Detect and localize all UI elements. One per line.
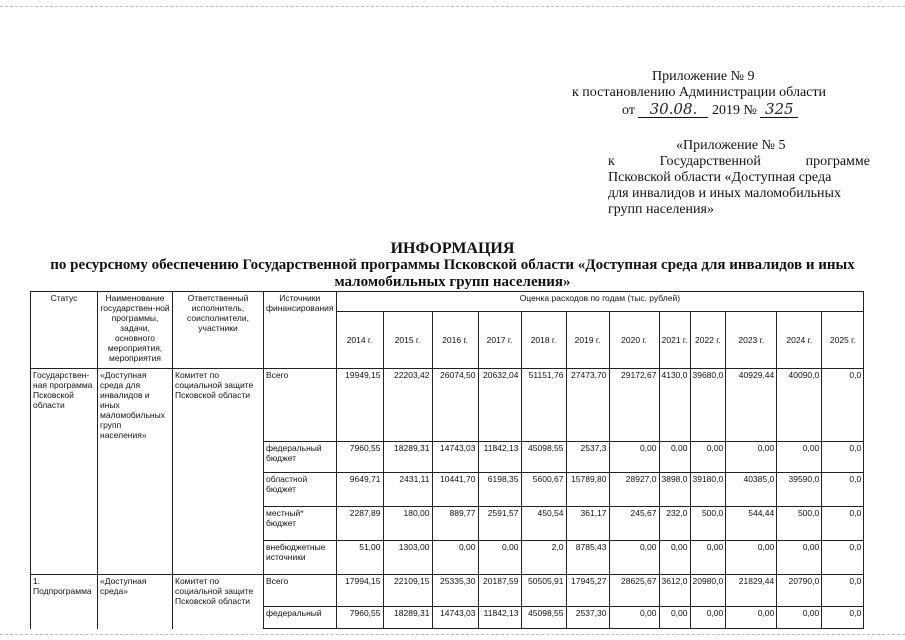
responsible-cell-empty [173, 441, 264, 472]
value-cell: 0,0 [822, 506, 864, 540]
responsible-cell-empty [173, 506, 264, 540]
value-cell: 2287,89 [336, 506, 383, 540]
table-row [31, 574, 864, 607]
value-cell: 0,00 [659, 441, 690, 472]
value-cell: 0,0 [822, 472, 864, 506]
value-cell: 11842,13 [478, 441, 521, 472]
value-cell: 40090,0 [777, 369, 822, 442]
value-cell: 232,0 [659, 506, 690, 540]
value-cell: 45098,55 [521, 607, 566, 629]
source-cell: федеральный [264, 607, 337, 629]
value-cell: 6198,35 [478, 472, 521, 506]
table-row [31, 441, 864, 472]
appendix-5-line3: для инвалидов и иных маломобильных [608, 186, 841, 201]
value-cell: 0,00 [690, 607, 726, 629]
value-cell: 39180,0 [690, 472, 726, 506]
value-cell: 0,00 [432, 540, 478, 574]
status-cell-empty [31, 441, 98, 472]
document-subheading-1: по ресурсному обеспечению Государственной программы Псковской области «Доступная среда для инвалидов и иных [50, 257, 855, 273]
status-cell-empty [31, 540, 98, 574]
value-cell: 4130,0 [659, 369, 690, 442]
appendix-5-line2: Псковской области «Доступная среда [608, 170, 832, 185]
value-cell: 7960,55 [336, 607, 383, 629]
value-cell: 15789,80 [566, 472, 609, 506]
appendix-5-word-program: программе [805, 154, 870, 169]
name-cell-empty [98, 540, 173, 574]
appendix-5-line4: групп населения» [608, 202, 714, 217]
name-cell-empty [98, 441, 173, 472]
appendix-9-decree-line: к постановлению Администрации области [572, 85, 826, 100]
header-estimate: Оценка расходов по годам (тыс. рублей) [336, 292, 864, 312]
value-cell: 27473,70 [566, 369, 609, 442]
appendix-9-title: Приложение № 9 [652, 69, 755, 84]
value-cell: 8785,43 [566, 540, 609, 574]
document-heading: ИНФОРМАЦИЯ [390, 240, 515, 257]
from-label: от [622, 103, 635, 118]
value-cell: 45098,55 [521, 441, 566, 472]
value-cell: 20980,0 [690, 574, 726, 607]
handwritten-number: 325 [760, 101, 798, 118]
value-cell: 245,67 [609, 506, 659, 540]
responsible-cell-empty [173, 540, 264, 574]
scan-edge-top [0, 6, 905, 8]
year-label: 2019 № [711, 103, 757, 118]
responsible-cell-empty [173, 472, 264, 506]
table-row [31, 607, 864, 629]
appendix-5-line1 [608, 154, 870, 170]
header-responsible: Ответственный исполнитель, соисполнители, участники [173, 292, 264, 369]
value-cell: 39590,0 [777, 472, 822, 506]
year-header: 2021 г. [659, 312, 690, 369]
year-header: 2025 г. [822, 312, 864, 369]
value-cell: 14743,03 [432, 441, 478, 472]
source-cell: Всего [264, 574, 337, 607]
value-cell: 51151,76 [521, 369, 566, 442]
value-cell: 0,00 [726, 607, 777, 629]
year-header: 2016 г. [432, 312, 478, 369]
value-cell: 18289,31 [383, 441, 432, 472]
resource-table [30, 291, 864, 629]
value-cell: 2431,11 [383, 472, 432, 506]
year-header: 2014 г. [336, 312, 383, 369]
table-row [31, 472, 864, 506]
year-header: 2020 г. [609, 312, 659, 369]
value-cell: 0,00 [690, 540, 726, 574]
value-cell: 7960,55 [336, 441, 383, 472]
value-cell: 2,0 [521, 540, 566, 574]
responsible-cell-empty [173, 607, 264, 629]
value-cell: 2537,3 [566, 441, 609, 472]
name-cell-empty [98, 472, 173, 506]
value-cell: 22109,15 [383, 574, 432, 607]
value-cell: 51,00 [336, 540, 383, 574]
scan-edge-bottom [0, 634, 905, 636]
status-cell-empty [31, 472, 98, 506]
value-cell: 450,54 [521, 506, 566, 540]
value-cell: 2537,30 [566, 607, 609, 629]
value-cell: 26074,50 [432, 369, 478, 442]
value-cell: 0,0 [822, 369, 864, 442]
status-cell: Государствен-ная программа Псковской области [31, 369, 98, 442]
year-header: 2018 г. [521, 312, 566, 369]
value-cell: 18289,31 [383, 607, 432, 629]
value-cell: 14743,03 [432, 607, 478, 629]
value-cell: 40929,44 [726, 369, 777, 442]
value-cell: 17945,27 [566, 574, 609, 607]
value-cell: 361,17 [566, 506, 609, 540]
value-cell: 22203,42 [383, 369, 432, 442]
name-cell: «Доступная среда» [98, 574, 173, 607]
value-cell: 17994,15 [336, 574, 383, 607]
value-cell: 0,00 [777, 441, 822, 472]
handwritten-date: 30.08. [638, 101, 708, 118]
value-cell: 0,00 [777, 607, 822, 629]
value-cell: 2591,57 [478, 506, 521, 540]
year-header: 2024 г. [777, 312, 822, 369]
value-cell: 0,00 [726, 540, 777, 574]
value-cell: 180,00 [383, 506, 432, 540]
value-cell: 0,0 [822, 441, 864, 472]
value-cell: 20632,04 [478, 369, 521, 442]
year-header: 2019 г. [566, 312, 609, 369]
header-name: Наименование государствен-ной программы, задачи, основного мероприятия, мероприятия [98, 292, 173, 369]
source-cell: местный* бюджет [264, 506, 337, 540]
value-cell: 889,77 [432, 506, 478, 540]
value-cell: 0,00 [690, 441, 726, 472]
source-cell: внебюджетные источники [264, 540, 337, 574]
status-cell: 1. Подпрограмма [31, 574, 98, 607]
value-cell: 3898,0 [659, 472, 690, 506]
value-cell: 0,00 [777, 540, 822, 574]
value-cell: 28927,0 [609, 472, 659, 506]
year-header: 2022 г. [690, 312, 726, 369]
appendix-5-block [608, 138, 870, 218]
appendix-9-block [560, 69, 860, 119]
value-cell: 9649,71 [336, 472, 383, 506]
value-cell: 0,00 [659, 540, 690, 574]
status-cell-empty [31, 506, 98, 540]
value-cell: 28625,67 [609, 574, 659, 607]
appendix-5-k: к [608, 154, 615, 169]
value-cell: 20790,0 [777, 574, 822, 607]
value-cell: 19949,15 [336, 369, 383, 442]
value-cell: 25335,30 [432, 574, 478, 607]
value-cell: 0,00 [726, 441, 777, 472]
value-cell: 1303,00 [383, 540, 432, 574]
name-cell-empty [98, 607, 173, 629]
appendix-5-title: «Приложение № 5 [676, 138, 786, 153]
value-cell: 10441,70 [432, 472, 478, 506]
value-cell: 40385,0 [726, 472, 777, 506]
name-cell: «Доступная среда для инвалидов и иных маломобильных групп населения» [98, 369, 173, 442]
table-row [31, 369, 864, 442]
value-cell: 50505,91 [521, 574, 566, 607]
value-cell: 11842,13 [478, 607, 521, 629]
value-cell: 0,00 [659, 607, 690, 629]
source-cell: областной бюджет [264, 472, 337, 506]
value-cell: 500,0 [690, 506, 726, 540]
year-header: 2023 г. [726, 312, 777, 369]
value-cell: 3612,0 [659, 574, 690, 607]
responsible-cell: Комитет по социальной защите Псковской области [173, 369, 264, 442]
value-cell: 21829,44 [726, 574, 777, 607]
header-status: Статус [31, 292, 98, 369]
year-header: 2017 г. [478, 312, 521, 369]
value-cell: 20187,59 [478, 574, 521, 607]
source-cell: федеральный бюджет [264, 441, 337, 472]
value-cell: 29172,67 [609, 369, 659, 442]
value-cell: 0,00 [609, 607, 659, 629]
value-cell: 0,00 [609, 441, 659, 472]
value-cell: 0,00 [609, 540, 659, 574]
value-cell: 500,0 [777, 506, 822, 540]
value-cell: 0,00 [478, 540, 521, 574]
document-subheading-2: маломобильных групп населения» [334, 274, 571, 290]
appendix-5-word-state: Государственной [659, 154, 761, 169]
value-cell: 544,44 [726, 506, 777, 540]
value-cell: 0,0 [822, 574, 864, 607]
year-header: 2015 г. [383, 312, 432, 369]
value-cell: 0,0 [822, 540, 864, 574]
source-cell: Всего [264, 369, 337, 442]
status-cell-empty [31, 607, 98, 629]
table-row [31, 540, 864, 574]
value-cell: 5600,67 [521, 472, 566, 506]
name-cell-empty [98, 506, 173, 540]
value-cell: 0,0 [822, 607, 864, 629]
value-cell: 39680,0 [690, 369, 726, 442]
table-row [31, 506, 864, 540]
header-sources: Источники финансирования [264, 292, 337, 369]
responsible-cell: Комитет по социальной защите Псковской области [173, 574, 264, 607]
appendix-9-date-line [560, 101, 860, 119]
